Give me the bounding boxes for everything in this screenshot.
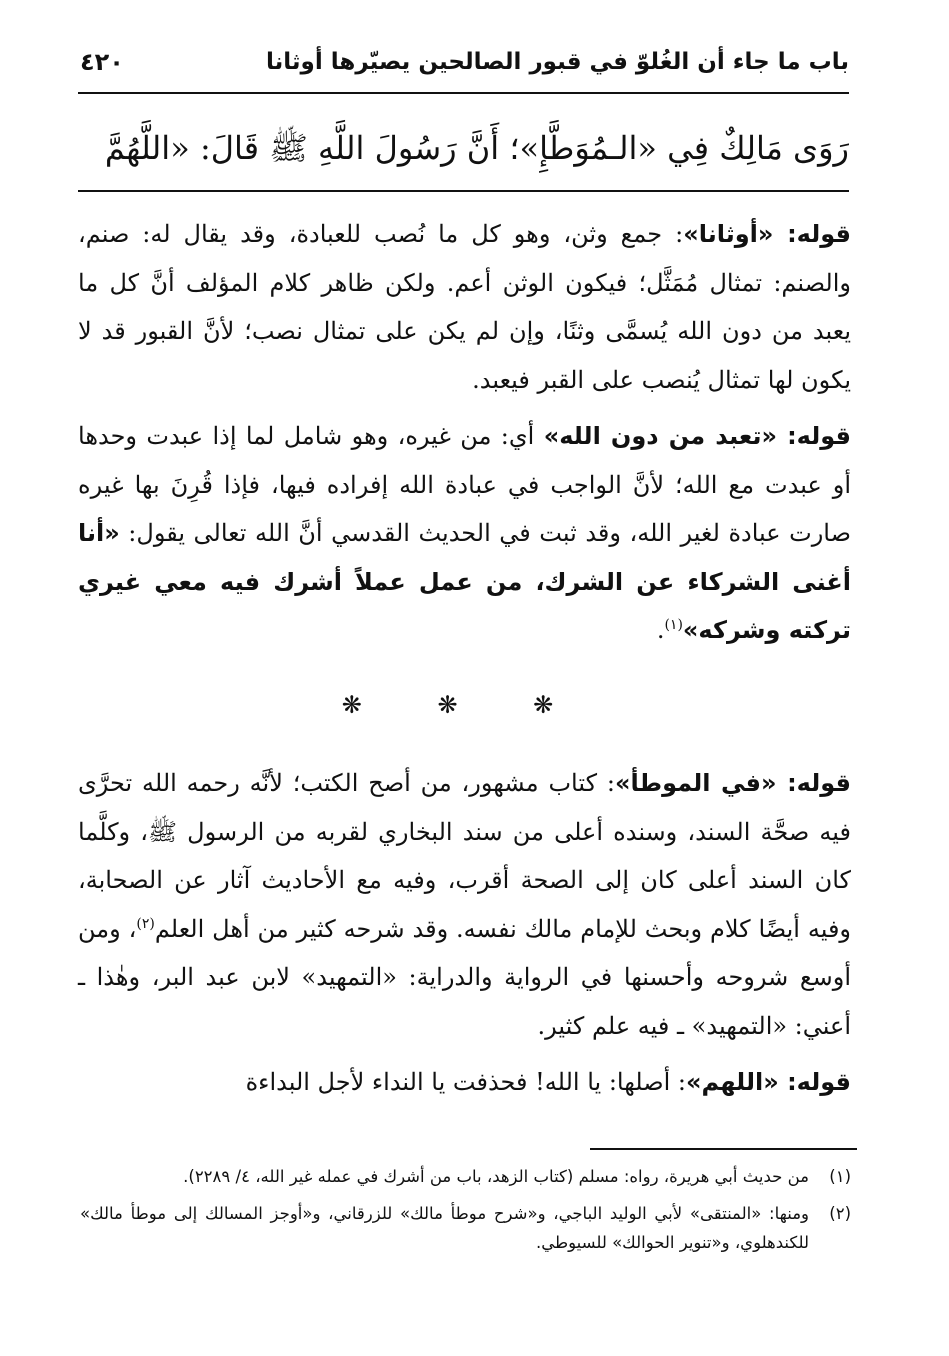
section-separator: ❋ ❋ ❋: [341, 690, 588, 719]
footnote-ref[interactable]: (١): [664, 617, 683, 633]
footnote-text: من حديث أبي هريرة، رواه: مسلم (كتاب الزهد، باب من أشرك في عمله غير الله، ٤/ ٢٢٨٩).: [183, 1167, 809, 1186]
paragraph-lead: قوله: «في الموطأ»: [614, 769, 851, 797]
footnotes: [80, 1162, 851, 1265]
hadith-text: رَوَى مَالِكٌ فِي «الـمُوَطَّإِ»؛ أَنَّ رَسُولَ اللَّهِ ﷺ قَالَ: «اللَّهُمَّ: [104, 129, 849, 167]
paragraph-tail: .: [656, 616, 665, 644]
paragraph-lead: قوله: «اللهم»: [686, 1068, 851, 1096]
paragraph-lead: قوله: «أوثانا»: [683, 220, 852, 248]
hadith-qudsi-quote: «أنا أغنى الشركاء عن الشرك، من عمل عملاً أشرك فيه معي غيري تركته وشركه»: [78, 519, 851, 644]
paragraph-allahumma: [78, 1058, 851, 1107]
paragraph-lead: قوله: «تعبد من دون الله»: [543, 422, 851, 450]
footnote-number: (٢): [829, 1204, 851, 1223]
footnote-ref[interactable]: (٢): [136, 915, 155, 932]
paragraph-text: : أصلها: يا الله! فحذفت يا النداء لأجل البداءة: [245, 1068, 686, 1096]
footnote-item: [80, 1162, 851, 1191]
footnote-rule: [590, 1148, 857, 1150]
paragraph-text: : كتاب مشهور، من أصح الكتب؛ لأنَّه رحمه الله تحرَّى فيه صحَّة السند، وسنده أعلى من سند البخاري لقربه من الرسول ﷺ، وكلَّما كان السند أعلى كان إلى الصحة أقرب، وفيه مع الأحاديث آثار عن الصحابة، وفيه أيضًا كلام وبحث للإمام مالك نفسه. وقد شرحه كثير من أهل العلم: [78, 769, 851, 943]
footnote-text: ومنها: «المنتقى» لأبي الوليد الباجي، و«شرح موطأ مالك» للزرقاني، و«أوجز المسالك إلى موطأ مالك» للكندهلوي، و«تنوير الحوالك» للسيوطي.: [80, 1204, 809, 1252]
commentary-body: [78, 210, 851, 1107]
paragraph-text: : جمع وثن، وهو كل ما نُصب للعبادة، وقد يقال له: صنم، والصنم: تمثال مُمَثَّل؛ فيكون الوثن أعم. ولكن ظاهر كلام المؤلف أنَّ كل ما يعبد من دون الله يُسمَّى وثنًا، وإن لم يكن على تمثال نصب؛ لأنَّ القبور قد لا يكون لها تمثال يُنصب على القبر فيعبد.: [78, 220, 851, 394]
running-header: [80, 42, 849, 82]
hadith-rule: [78, 190, 849, 192]
chapter-title: باب ما جاء أن الغُلوّ في قبور الصالحين يصيّرها أوثانا: [266, 49, 849, 75]
header-rule: [78, 92, 849, 94]
paragraph-tubad: [78, 412, 851, 655]
footnote-number: (١): [829, 1167, 851, 1186]
paragraph-awthan: [78, 210, 851, 404]
paragraph-muwatta: [78, 759, 851, 1050]
page-number: ٤٢٠: [80, 48, 124, 76]
paragraph-tail: ، ومن أوسع شروحه وأحسنها في الرواية والدراية: «التمهيد» لابن عبد البر، وهٰذا ـ أعني: «التمهيد» ـ فيه علم كثير.: [78, 914, 851, 1040]
paragraph-text: أي: من غيره، وهو شامل لما إذا عبدت وحدها أو عبدت مع الله؛ لأنَّ الواجب في عبادة الله إفراده فيها، فإذا قُرِنَ بها غيره صارت عبادة لغير الله، وقد ثبت في الحديث القدسي أنَّ الله تعالى يقول:: [78, 422, 851, 547]
footnote-item: [80, 1199, 851, 1257]
